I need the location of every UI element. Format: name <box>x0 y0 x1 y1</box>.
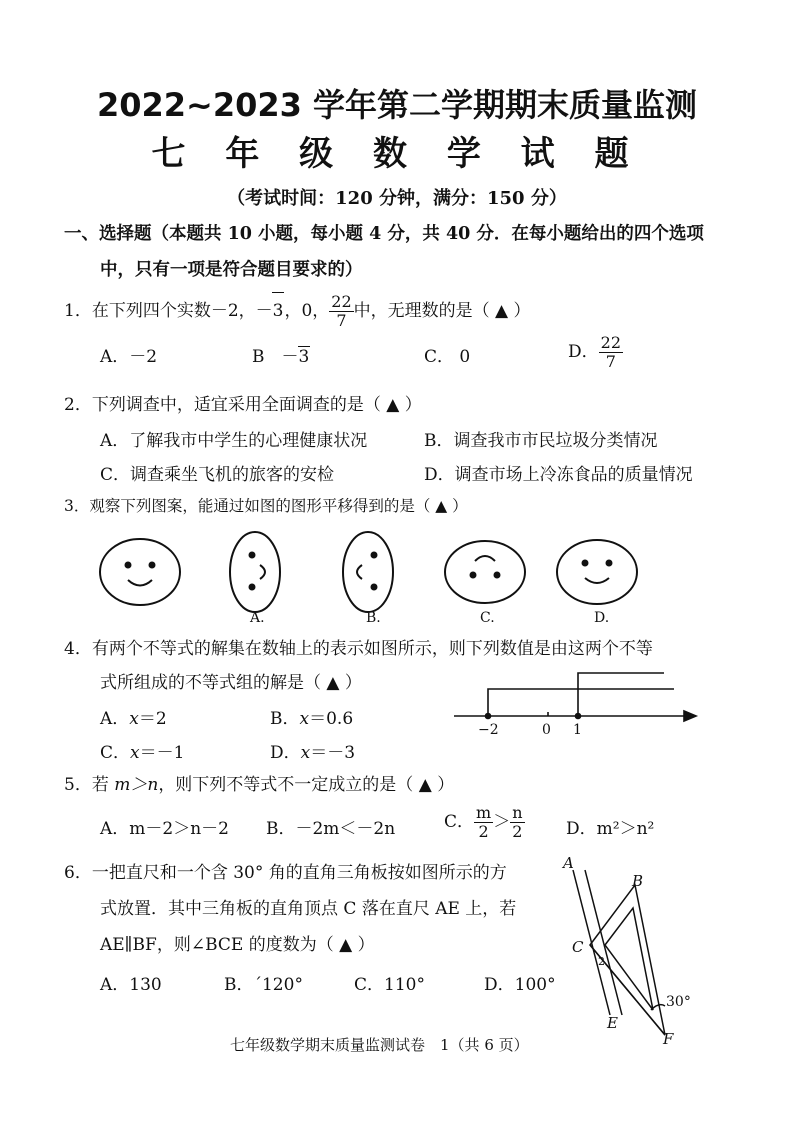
section-heading-line1: 一、选择题（本题共 10 小题，每小题 4 分，共 40 分．在每小题给出的四个选项 <box>64 224 704 244</box>
q4-c-var: x <box>130 743 140 763</box>
q3-option-a-face <box>230 532 280 612</box>
q4-d-rest: ＝－3 <box>310 743 356 763</box>
q5-c-gt: ＞ <box>493 812 511 832</box>
q1-frac-num: 22 <box>331 292 352 311</box>
q6-option-c: C．110° <box>354 975 425 995</box>
q6-label-a: A <box>563 854 574 872</box>
q5-prefix: 5．若 <box>64 775 115 795</box>
q1-option-c: C． 0 <box>424 347 471 367</box>
q1-option-a: A．－2 <box>100 347 158 367</box>
q6-label-e: E <box>607 1014 618 1032</box>
q3-a-eye-1 <box>250 553 255 558</box>
q6-label-b: B <box>632 872 644 890</box>
q4-axis-label-0: 0 <box>542 722 551 738</box>
exam-info: （考试时间：120 分钟，满分：150 分） <box>227 188 567 209</box>
q1-suffix: 中，无理数的是（ ▲ ） <box>353 301 531 321</box>
q5-option-d: D．m²＞n² <box>566 819 655 839</box>
q1-option-d-label: D． <box>568 342 599 362</box>
q4-b-rest: ＝0.6 <box>309 709 354 729</box>
q3-d-eye-1 <box>583 561 588 566</box>
q5-suffix: ，则下列不等式不一定成立的是（ ▲ ） <box>158 775 455 795</box>
q3-label-d: D. <box>594 610 610 626</box>
q3-original-face <box>100 539 180 605</box>
q6-label-c: C <box>572 938 584 956</box>
q4-d-var: x <box>300 743 311 763</box>
q1-prefix: 1．在下列四个实数－2，－ <box>64 301 273 321</box>
q5-c-label: C． <box>444 812 475 832</box>
question-1-stem <box>64 292 531 330</box>
question-4-stem-line1: 4．有两个不等式的解集在数轴上的表示如图所示，则下列数值是由这两个不等 <box>64 639 653 659</box>
q1-mid: ，0， <box>284 301 330 321</box>
question-6-stem-line2: 式放置．其中三角板的直角顶点 C 落在直尺 AE 上，若 <box>100 899 517 919</box>
q4-set-second <box>578 673 664 716</box>
q4-a-rest: ＝2 <box>138 709 167 729</box>
q6-option-a: A．130 <box>100 975 162 995</box>
question-3-stem: 3．观察下列图案，能通过如图的图形平移得到的是（ ▲ ） <box>64 497 468 515</box>
q2-option-c: C．调查乘坐飞机的旅客的安检 <box>100 465 335 485</box>
q3-b-eye-1 <box>372 553 377 558</box>
q3-option-d-face <box>557 540 637 604</box>
section-heading-line2: 中，只有一项是符合题目要求的） <box>100 260 363 280</box>
q4-d-label: D． <box>270 743 301 763</box>
q3-original-eye-right <box>150 563 155 568</box>
question-4-stem-line2: 式所组成的不等式组的解是（ ▲ ） <box>100 673 362 693</box>
q1-option-d-den: 7 <box>605 352 616 371</box>
q6-label-f: F <box>663 1030 674 1048</box>
q4-point-1 <box>576 714 581 719</box>
q5-c-num2: n <box>512 803 523 822</box>
q3-figures <box>90 525 710 635</box>
question-6-stem-line1: 6．一把直尺和一个含 30° 角的直角三角板按如图所示的方 <box>64 863 507 883</box>
q1-option-d-frac <box>599 334 623 371</box>
q2-option-a: A．了解我市中学生的心理健康状况 <box>100 431 368 451</box>
q1-option-d-num: 22 <box>600 333 621 352</box>
q3-b-mouth <box>357 565 362 579</box>
q4-option-c <box>100 738 184 763</box>
q4-option-a <box>100 704 167 729</box>
q3-d-eye-2 <box>607 561 612 566</box>
q6-ruler-edge-2 <box>585 870 622 1015</box>
question-6-stem-line3: AE∥BF，则∠BCE 的度数为（ ▲ ） <box>100 935 375 955</box>
q4-b-var: x <box>299 709 310 729</box>
q5-c-num1: m <box>476 803 492 822</box>
q4-axis-label-neg2: −2 <box>478 722 499 738</box>
q6-option-b: B．ˊ120° <box>224 975 303 995</box>
q5-option-a: A．m－2＞n－2 <box>100 819 229 839</box>
exam-subtitle: 七 年 级 数 学 试 题 <box>151 134 643 174</box>
q4-a-label: A． <box>100 709 130 729</box>
q5-condition: m＞n <box>114 775 159 795</box>
q3-label-c: C. <box>480 610 495 626</box>
q5-c-frac2 <box>510 804 524 841</box>
q4-b-label: B． <box>270 709 300 729</box>
q2-option-b: B．调查我市市民垃圾分类情况 <box>424 431 658 451</box>
q5-c-den1: 2 <box>478 822 489 841</box>
q6-label-angle: 30° <box>666 994 691 1010</box>
q5-c-frac1 <box>474 804 493 841</box>
q3-c-eye-2 <box>495 573 500 578</box>
q5-option-c <box>444 802 525 842</box>
q4-axis-label-1: 1 <box>573 722 582 738</box>
page-footer: 七年级数学期末质量监测试卷 1（共 6 页） <box>230 1036 529 1054</box>
q3-original-mouth <box>128 580 152 586</box>
q4-c-rest: ＝－1 <box>139 743 185 763</box>
q1-option-d <box>568 332 623 372</box>
q4-option-b <box>270 704 353 729</box>
q4-c-label: C． <box>100 743 131 763</box>
question-2-stem: 2．下列调查中，适宜采用全面调查的是（ ▲ ） <box>64 395 422 415</box>
q6-triangle-inner <box>605 908 653 1010</box>
q6-option-d: D．100° <box>484 975 556 995</box>
q3-c-eye-1 <box>471 573 476 578</box>
q3-label-a: A. <box>250 610 265 626</box>
q3-a-mouth <box>260 565 265 579</box>
q3-d-mouth <box>585 578 609 583</box>
q5-option-b: B．－2m＜－2n <box>266 819 396 839</box>
q3-original-eye-left <box>126 563 131 568</box>
exam-title: 2022~2023 学年第二学期期末质量监测 <box>96 86 698 124</box>
q1-option-b-sqrt: 3 <box>298 347 310 367</box>
q3-a-eye-2 <box>250 585 255 590</box>
q3-option-c-face <box>445 541 525 603</box>
q2-option-d: D．调查市场上冷冻食品的质量情况 <box>424 465 693 485</box>
q1-sqrt: 3 <box>272 292 285 329</box>
question-5-stem <box>64 770 454 795</box>
q5-c-den2: 2 <box>512 822 523 841</box>
q3-b-eye-2 <box>372 585 377 590</box>
q3-label-b: B. <box>366 610 381 626</box>
q4-point-neg2 <box>486 714 491 719</box>
q3-c-mouth <box>475 556 495 561</box>
q1-option-b-label: B － <box>252 347 299 367</box>
q4-option-d <box>270 738 355 763</box>
q1-fraction <box>329 293 353 330</box>
q3-option-b-face <box>343 532 393 612</box>
q4-axis-arrow <box>684 711 696 721</box>
q6-label-mark: 2 <box>598 955 605 968</box>
q1-option-b <box>252 342 310 367</box>
q1-frac-den: 7 <box>336 311 347 330</box>
q4-set-greater <box>488 689 674 716</box>
q4-a-var: x <box>129 709 139 729</box>
